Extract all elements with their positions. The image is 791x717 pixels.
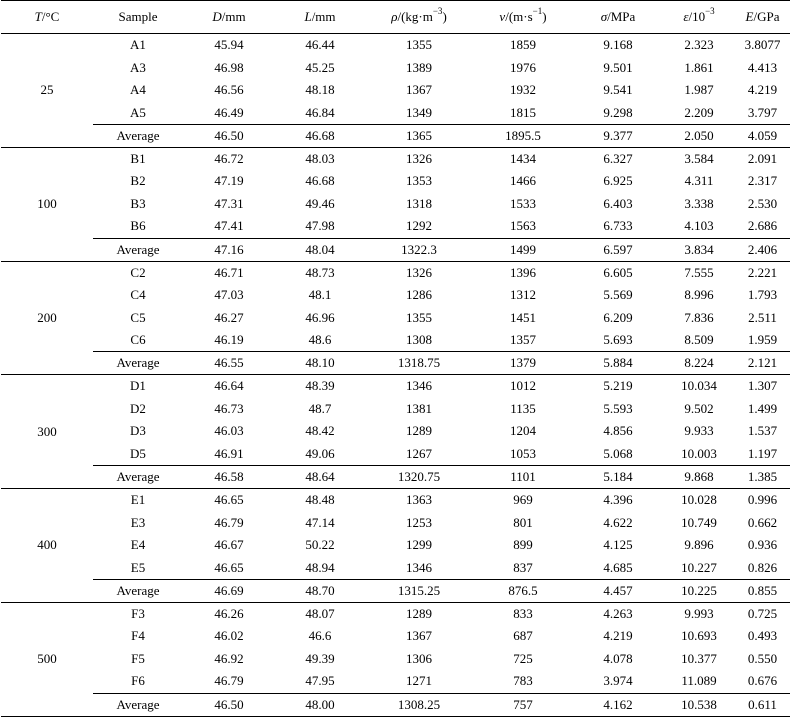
value-cell: 46.79 — [214, 514, 244, 530]
temperature-group — [1, 147, 790, 261]
value-cell: 5.569 — [603, 287, 633, 303]
average-label: Average — [93, 352, 183, 375]
value-cell: 1355 — [406, 37, 432, 53]
value-cell: 4.059 — [735, 124, 790, 147]
average-label: Average — [93, 124, 183, 147]
value-cell: 46.58 — [183, 466, 275, 489]
value-cell: 1253 — [406, 514, 432, 530]
value-cell: 7.836 — [684, 309, 714, 325]
value-cell: 2.091 — [747, 150, 778, 166]
sample-id-cell: D1 — [130, 378, 146, 394]
value-cell: 49.39 — [305, 650, 335, 666]
value-cell: 1322.3 — [365, 238, 473, 261]
value-cell: 3.797 — [747, 104, 778, 120]
value-cell: 5.593 — [603, 400, 633, 416]
header-modulus: E/GPa — [735, 1, 790, 34]
value-cell: 46.69 — [183, 579, 275, 602]
value-cell: 48.10 — [275, 352, 365, 375]
value-cell: 46.65 — [214, 559, 244, 575]
value-cell: 6.209 — [603, 309, 633, 325]
sample-id-cell: C4 — [130, 287, 146, 303]
value-cell: 3.8077 — [744, 37, 781, 53]
value-cell: 1.499 — [747, 400, 778, 416]
sample-id-cell: F6 — [131, 673, 145, 689]
value-cell: 6.605 — [603, 264, 633, 280]
value-cell: 4.457 — [573, 579, 663, 602]
table-row — [1, 625, 790, 648]
value-cell: 6.733 — [603, 218, 633, 234]
value-cell: 4.219 — [747, 82, 778, 98]
value-cell: 4.413 — [747, 59, 778, 75]
table-row — [1, 56, 790, 79]
value-cell: 1563 — [510, 218, 536, 234]
value-cell: 47.03 — [214, 287, 244, 303]
value-cell: 1308 — [406, 332, 432, 348]
value-cell: 1499 — [473, 238, 573, 261]
header-velocity: $v/(m\cdot s^{-1})$ — [473, 1, 573, 34]
value-cell: 9.541 — [603, 82, 633, 98]
value-cell: 0.826 — [747, 559, 778, 575]
table-row — [1, 489, 790, 512]
value-cell: 8.996 — [684, 287, 714, 303]
value-cell: 1318.75 — [365, 352, 473, 375]
value-cell: 3.974 — [603, 673, 633, 689]
table-row — [1, 648, 790, 671]
value-cell: 1396 — [510, 264, 536, 280]
value-cell: 4.078 — [603, 650, 633, 666]
temperature-group — [1, 375, 790, 489]
value-cell: 1932 — [510, 82, 536, 98]
value-cell: 48.18 — [305, 82, 335, 98]
value-cell: 1381 — [406, 400, 432, 416]
table-row — [1, 147, 790, 170]
value-cell: 47.31 — [214, 195, 244, 211]
value-cell: 46.96 — [305, 309, 335, 325]
average-label: Average — [93, 693, 183, 716]
value-cell: 48.04 — [275, 238, 365, 261]
average-label: Average — [93, 238, 183, 261]
value-cell: 837 — [513, 559, 533, 575]
value-cell: 3.584 — [684, 150, 714, 166]
value-cell: 0.611 — [735, 693, 790, 716]
table-row — [1, 511, 790, 534]
table-row — [1, 420, 790, 443]
value-cell: 10.225 — [663, 579, 735, 602]
table-row — [1, 102, 790, 125]
sample-id-cell: B2 — [130, 173, 146, 189]
value-cell: 1859 — [510, 37, 536, 53]
table-row — [1, 261, 790, 284]
value-cell: 1367 — [406, 82, 432, 98]
table-row — [1, 284, 790, 307]
value-cell: 46.26 — [214, 605, 244, 621]
temperature-cell: 25 — [1, 34, 93, 148]
average-row — [1, 352, 790, 375]
table-row — [1, 79, 790, 102]
value-cell: 1.197 — [747, 445, 778, 461]
average-row — [1, 124, 790, 147]
value-cell: 899 — [513, 537, 533, 553]
temperature-cell: 300 — [1, 375, 93, 489]
value-cell: 1.307 — [747, 378, 778, 394]
value-cell: 1315.25 — [365, 579, 473, 602]
value-cell: 1135 — [510, 400, 536, 416]
value-cell: 1320.75 — [365, 466, 473, 489]
value-cell: 5.184 — [573, 466, 663, 489]
value-cell: 1349 — [406, 104, 432, 120]
value-cell: 2.317 — [747, 173, 778, 189]
value-cell: 47.95 — [305, 673, 335, 689]
value-cell: 1895.5 — [473, 124, 573, 147]
temperature-cell: 100 — [1, 147, 93, 261]
average-row — [1, 238, 790, 261]
value-cell: 1101 — [473, 466, 573, 489]
sample-id-cell: E5 — [130, 559, 146, 575]
sample-id-cell: F4 — [131, 628, 145, 644]
value-cell: 46.6 — [308, 628, 332, 644]
sample-id-cell: C5 — [130, 309, 146, 325]
value-cell: 6.925 — [603, 173, 633, 189]
sample-id-cell: A5 — [130, 104, 146, 120]
table-row — [1, 602, 790, 625]
sample-id-cell: C6 — [130, 332, 146, 348]
average-label: Average — [93, 579, 183, 602]
value-cell: 1346 — [406, 559, 432, 575]
value-cell: 4.125 — [603, 537, 633, 553]
value-cell: 48.00 — [275, 693, 365, 716]
value-cell: 46.50 — [183, 124, 275, 147]
value-cell: 46.44 — [305, 37, 335, 53]
value-cell: 10.693 — [681, 628, 717, 644]
header-strength: σ/MPa — [573, 1, 663, 34]
sample-id-cell: B6 — [130, 218, 146, 234]
value-cell: 46.65 — [214, 492, 244, 508]
value-cell: 1318 — [406, 195, 432, 211]
table-row — [1, 193, 790, 216]
value-cell: 2.530 — [747, 195, 778, 211]
value-cell: 46.55 — [183, 352, 275, 375]
value-cell: 0.725 — [747, 605, 778, 621]
value-cell: 4.622 — [603, 514, 633, 530]
value-cell: 4.219 — [603, 628, 633, 644]
value-cell: 1346 — [406, 378, 432, 394]
value-cell: 1.537 — [747, 423, 778, 439]
sample-id-cell: D3 — [130, 423, 146, 439]
value-cell: 46.64 — [214, 378, 244, 394]
value-cell: 1012 — [510, 378, 536, 394]
value-cell: 1292 — [406, 218, 432, 234]
value-cell: 47.16 — [183, 238, 275, 261]
value-cell: 0.936 — [747, 537, 778, 553]
value-cell: 1053 — [510, 445, 536, 461]
value-cell: 1204 — [510, 423, 536, 439]
value-cell: 1533 — [510, 195, 536, 211]
value-cell: 48.64 — [275, 466, 365, 489]
value-cell: 6.597 — [573, 238, 663, 261]
value-cell: 5.219 — [603, 378, 633, 394]
value-cell: 46.27 — [214, 309, 244, 325]
value-cell: 1466 — [510, 173, 536, 189]
value-cell: 48.73 — [305, 264, 335, 280]
value-cell: 1271 — [406, 673, 432, 689]
value-cell: 0.855 — [735, 579, 790, 602]
value-cell: 8.224 — [663, 352, 735, 375]
value-cell: 50.22 — [305, 537, 335, 553]
value-cell: 0.550 — [747, 650, 778, 666]
value-cell: 46.19 — [214, 332, 244, 348]
temperature-cell: 500 — [1, 602, 93, 716]
value-cell: 1326 — [406, 150, 432, 166]
value-cell: 10.003 — [681, 445, 717, 461]
value-cell: 2.686 — [747, 218, 778, 234]
value-cell: 2.209 — [684, 104, 714, 120]
header-sample: Sample — [93, 1, 183, 34]
value-cell: 48.42 — [305, 423, 335, 439]
value-cell: 783 — [513, 673, 533, 689]
value-cell: 1.793 — [747, 287, 778, 303]
temperature-cell: 400 — [1, 489, 93, 603]
sample-id-cell: E1 — [130, 492, 146, 508]
average-row — [1, 693, 790, 716]
value-cell: 5.068 — [603, 445, 633, 461]
value-cell: 1434 — [510, 150, 536, 166]
value-cell: 2.121 — [735, 352, 790, 375]
value-cell: 1.861 — [684, 59, 714, 75]
table-row — [1, 34, 790, 57]
value-cell: 9.993 — [684, 605, 714, 621]
table-row — [1, 215, 790, 238]
value-cell: 1365 — [365, 124, 473, 147]
value-cell: 6.327 — [603, 150, 633, 166]
value-cell: 46.79 — [214, 673, 244, 689]
value-cell: 876.5 — [473, 579, 573, 602]
sample-id-cell: F3 — [131, 605, 145, 621]
value-cell: 46.03 — [214, 423, 244, 439]
value-cell: 1289 — [406, 605, 432, 621]
value-cell: 48.94 — [305, 559, 335, 575]
value-cell: 10.034 — [681, 378, 717, 394]
value-cell: 9.298 — [603, 104, 633, 120]
value-cell: 47.19 — [214, 173, 244, 189]
value-cell: 46.72 — [214, 150, 244, 166]
value-cell: 9.933 — [684, 423, 714, 439]
value-cell: 3.834 — [663, 238, 735, 261]
header-temperature: T/°C — [1, 1, 93, 34]
value-cell: 1363 — [406, 492, 432, 508]
value-cell: 46.91 — [214, 445, 244, 461]
value-cell: 1289 — [406, 423, 432, 439]
value-cell: 757 — [473, 693, 573, 716]
value-cell: 5.693 — [603, 332, 633, 348]
value-cell: 47.14 — [305, 514, 335, 530]
value-cell: 49.46 — [305, 195, 335, 211]
value-cell: 0.676 — [747, 673, 778, 689]
value-cell: 969 — [513, 492, 533, 508]
value-cell: 6.403 — [603, 195, 633, 211]
value-cell: 0.493 — [747, 628, 778, 644]
temperature-group — [1, 34, 790, 148]
value-cell: 9.502 — [684, 400, 714, 416]
table-row — [1, 443, 790, 466]
value-cell: 46.49 — [214, 104, 244, 120]
value-cell: 1306 — [406, 650, 432, 666]
value-cell: 45.94 — [214, 37, 244, 53]
sample-id-cell: D2 — [130, 400, 146, 416]
value-cell: 2.323 — [684, 37, 714, 53]
value-cell: 1389 — [406, 59, 432, 75]
value-cell: 46.68 — [305, 173, 335, 189]
value-cell: 0.662 — [747, 514, 778, 530]
value-cell: 1357 — [510, 332, 536, 348]
value-cell: 1379 — [473, 352, 573, 375]
sample-id-cell: A3 — [130, 59, 146, 75]
sample-id-cell: D5 — [130, 445, 146, 461]
temperature-group — [1, 261, 790, 375]
value-cell: 47.98 — [305, 218, 335, 234]
value-cell: 1286 — [406, 287, 432, 303]
table-row — [1, 170, 790, 193]
value-cell: 2.221 — [747, 264, 778, 280]
temperature-group — [1, 602, 790, 716]
value-cell: 2.511 — [748, 309, 777, 325]
value-cell: 46.68 — [275, 124, 365, 147]
value-cell: 48.03 — [305, 150, 335, 166]
value-cell: 4.263 — [603, 605, 633, 621]
temperature-cell: 200 — [1, 261, 93, 375]
value-cell: 4.396 — [603, 492, 633, 508]
value-cell: 1.987 — [684, 82, 714, 98]
value-cell: 46.71 — [214, 264, 244, 280]
value-cell: 46.73 — [214, 400, 244, 416]
value-cell: 1308.25 — [365, 693, 473, 716]
value-cell: 48.1 — [308, 287, 332, 303]
sample-id-cell: C2 — [130, 264, 146, 280]
value-cell: 1451 — [510, 309, 536, 325]
value-cell: 46.98 — [214, 59, 244, 75]
value-cell: 9.896 — [684, 537, 714, 553]
table-header — [1, 1, 790, 34]
value-cell: 0.996 — [747, 492, 778, 508]
value-cell: 2.050 — [663, 124, 735, 147]
data-table — [1, 0, 790, 717]
value-cell: 9.168 — [603, 37, 633, 53]
value-cell: 4.685 — [603, 559, 633, 575]
value-cell: 2.406 — [735, 238, 790, 261]
average-label: Average — [93, 466, 183, 489]
table-row — [1, 306, 790, 329]
value-cell: 4.103 — [684, 218, 714, 234]
average-row — [1, 579, 790, 602]
value-cell: 48.70 — [275, 579, 365, 602]
value-cell: 9.377 — [573, 124, 663, 147]
header-length: L/mm — [275, 1, 365, 34]
value-cell: 7.555 — [684, 264, 714, 280]
value-cell: 48.7 — [308, 400, 332, 416]
value-cell: 10.028 — [681, 492, 717, 508]
value-cell: 47.41 — [214, 218, 244, 234]
table-row — [1, 375, 790, 398]
value-cell: 46.56 — [214, 82, 244, 98]
value-cell: 8.509 — [684, 332, 714, 348]
value-cell: 10.538 — [663, 693, 735, 716]
value-cell: 48.07 — [305, 605, 335, 621]
sample-id-cell: E4 — [130, 537, 146, 553]
value-cell: 4.856 — [603, 423, 633, 439]
value-cell: 3.338 — [684, 195, 714, 211]
value-cell: 46.02 — [214, 628, 244, 644]
value-cell: 1355 — [406, 309, 432, 325]
table-row — [1, 534, 790, 557]
value-cell: 46.84 — [305, 104, 335, 120]
value-cell: 46.92 — [214, 650, 244, 666]
sample-id-cell: A4 — [130, 82, 146, 98]
value-cell: 10.749 — [681, 514, 717, 530]
header-density: $\rho/(kg\cdot m^{-3})$ — [365, 1, 473, 34]
value-cell: 49.06 — [305, 445, 335, 461]
value-cell: 45.25 — [305, 59, 335, 75]
average-row — [1, 466, 790, 489]
value-cell: 10.377 — [681, 650, 717, 666]
value-cell: 48.39 — [305, 378, 335, 394]
value-cell: 1312 — [510, 287, 536, 303]
value-cell: 1353 — [406, 173, 432, 189]
sample-id-cell: B3 — [130, 195, 146, 211]
value-cell: 1.959 — [747, 332, 778, 348]
value-cell: 4.162 — [573, 693, 663, 716]
value-cell: 5.884 — [573, 352, 663, 375]
temperature-group — [1, 489, 790, 603]
value-cell: 1.385 — [735, 466, 790, 489]
value-cell: 9.868 — [663, 466, 735, 489]
value-cell: 833 — [513, 605, 533, 621]
value-cell: 1326 — [406, 264, 432, 280]
value-cell: 48.48 — [305, 492, 335, 508]
table-row — [1, 557, 790, 580]
value-cell: 1815 — [510, 104, 536, 120]
value-cell: 48.6 — [308, 332, 332, 348]
sample-id-cell: F5 — [131, 650, 145, 666]
table-row — [1, 397, 790, 420]
header-strain: $\varepsilon/10^{-3}$ — [663, 1, 735, 34]
header-diameter: D/mm — [183, 1, 275, 34]
value-cell: 687 — [513, 628, 533, 644]
value-cell: 4.311 — [684, 173, 714, 189]
table-row — [1, 329, 790, 352]
value-cell: 1976 — [510, 59, 536, 75]
value-cell: 1267 — [406, 445, 432, 461]
value-cell: 9.501 — [603, 59, 633, 75]
table-row — [1, 670, 790, 693]
value-cell: 1299 — [406, 537, 432, 553]
value-cell: 801 — [513, 514, 533, 530]
sample-id-cell: A1 — [130, 37, 146, 53]
value-cell: 1367 — [406, 628, 432, 644]
value-cell: 10.227 — [681, 559, 717, 575]
sample-id-cell: E3 — [130, 514, 146, 530]
value-cell: 46.67 — [214, 537, 244, 553]
value-cell: 11.089 — [681, 673, 717, 689]
value-cell: 46.50 — [183, 693, 275, 716]
value-cell: 725 — [513, 650, 533, 666]
sample-id-cell: B1 — [130, 150, 146, 166]
